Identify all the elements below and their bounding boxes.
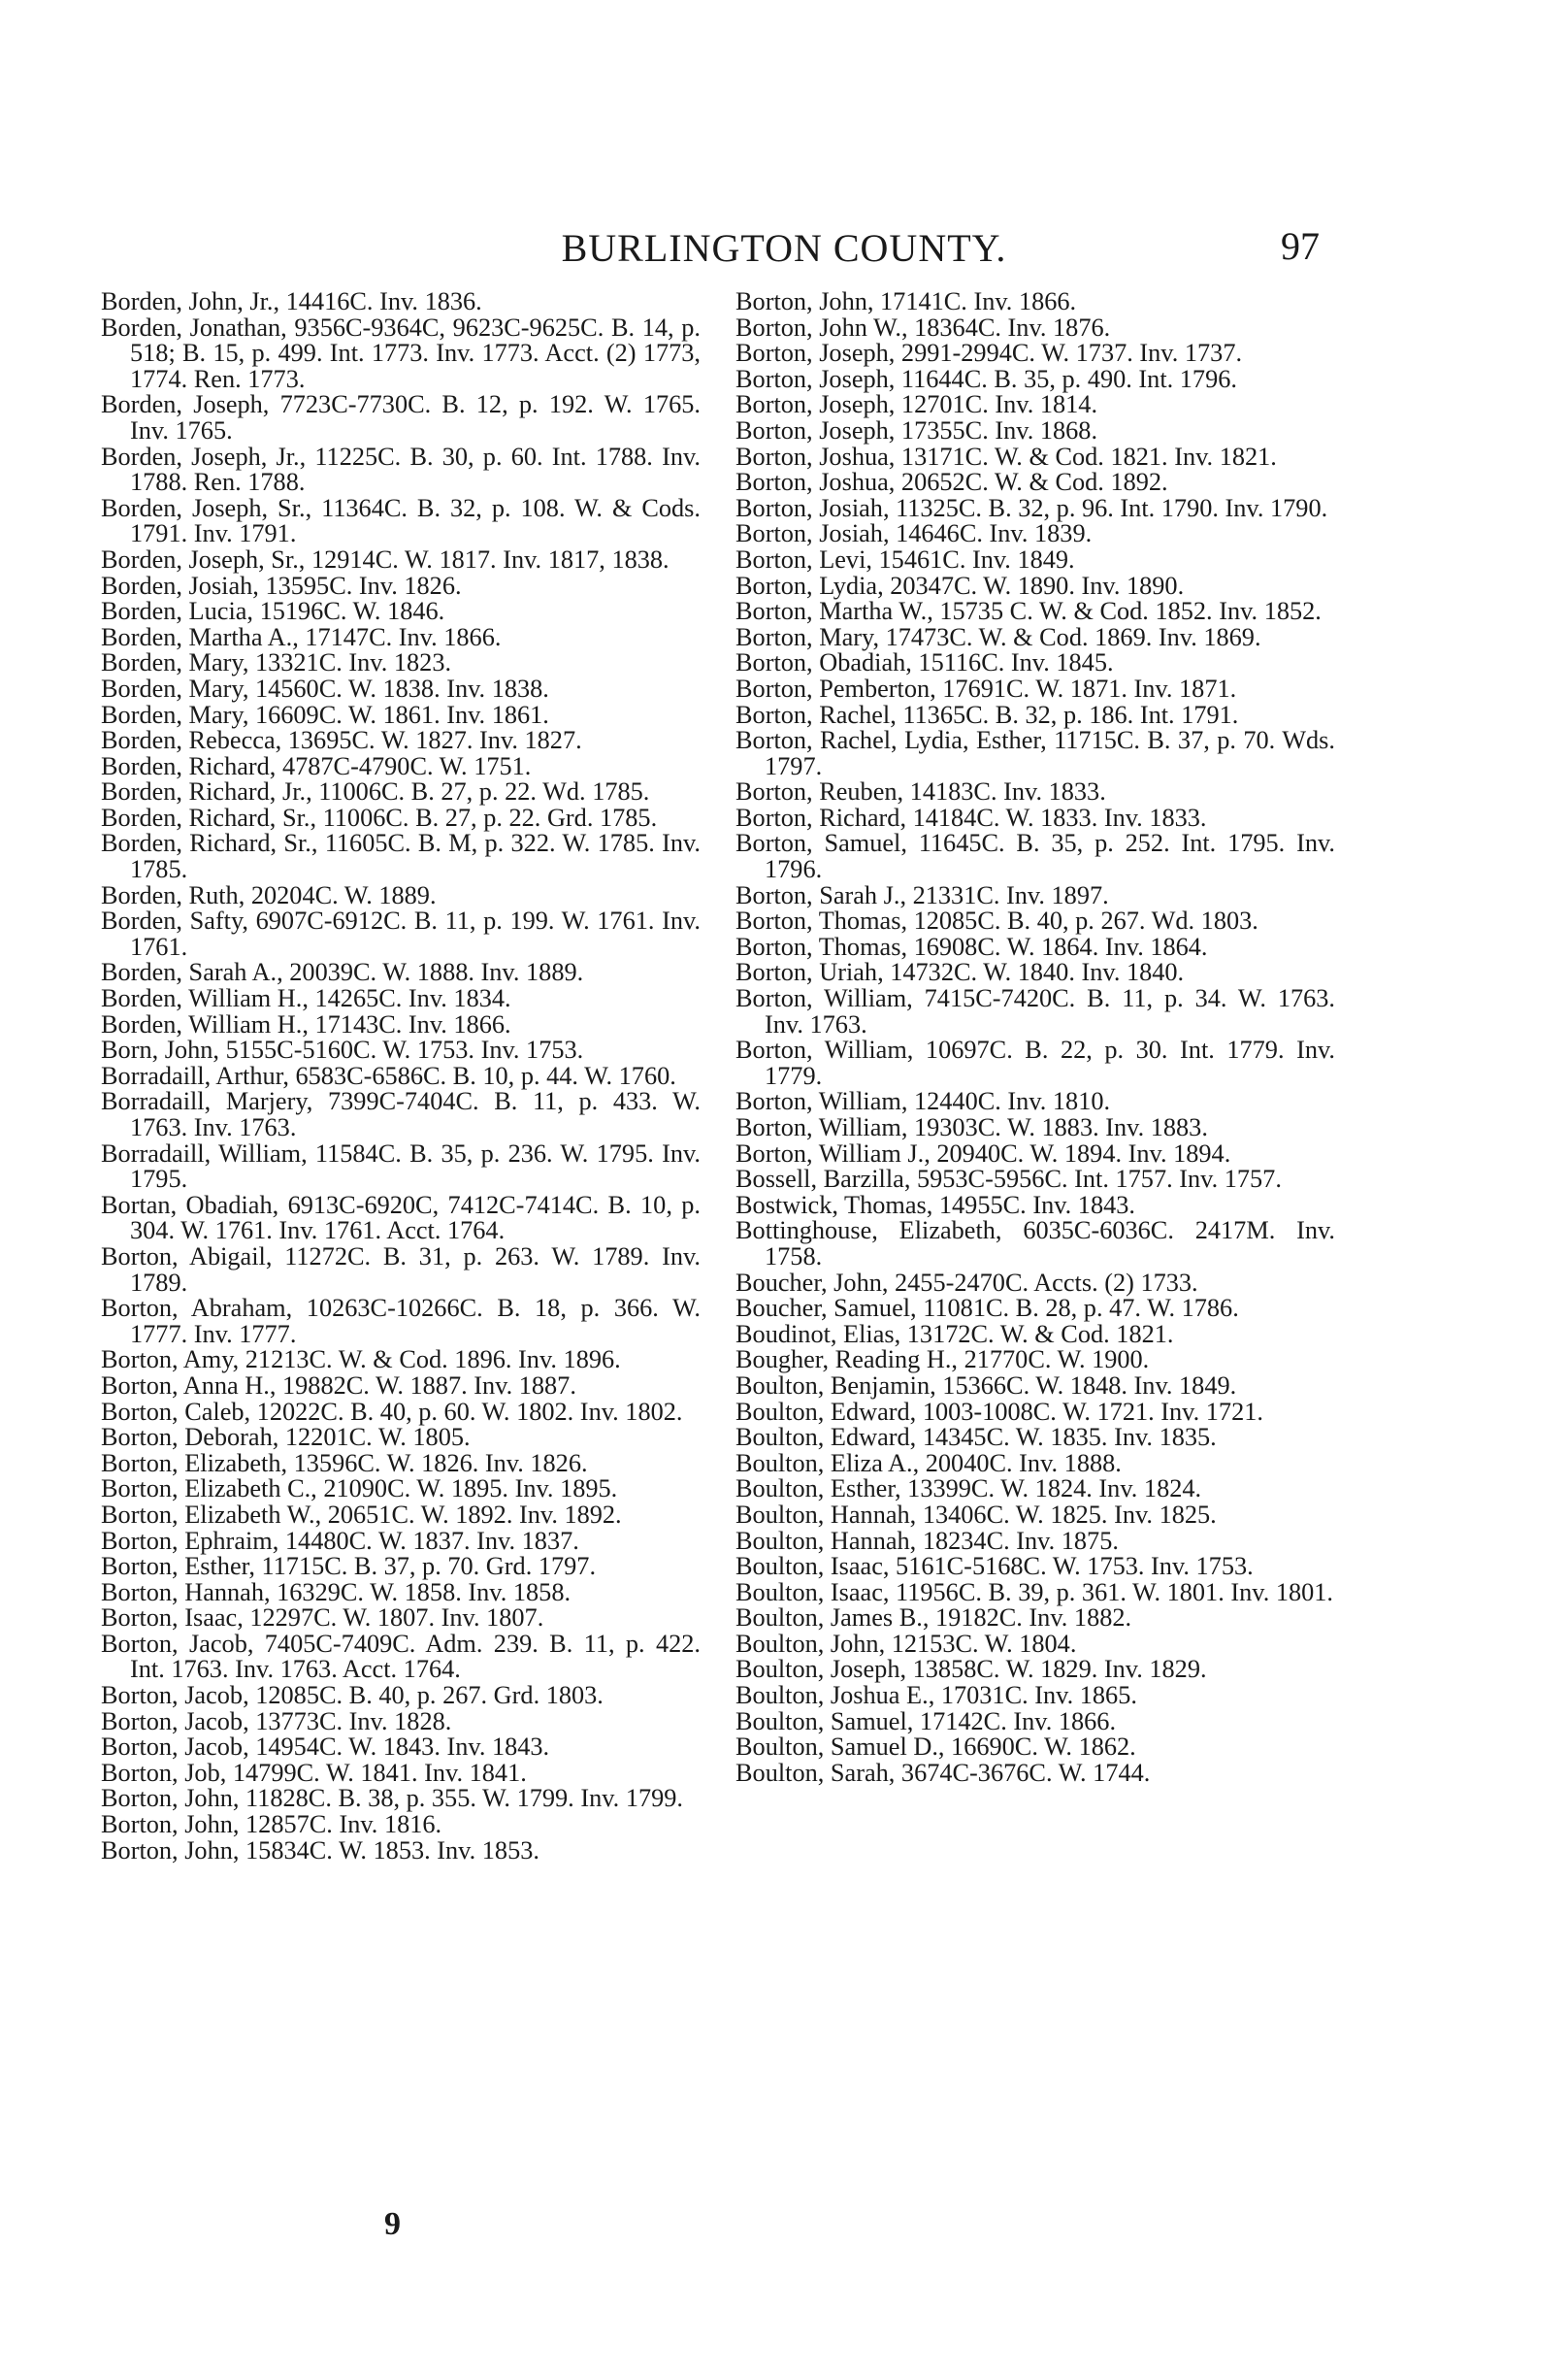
index-entry: Borton, Rachel, Lydia, Esther, 11715C. B. 37, p. 70. Wds. 1797. xyxy=(735,726,1335,780)
index-entry: Borton, William, 12440C. Inv. 1810. xyxy=(735,1087,1111,1116)
index-entry: Bossell, Barzilla, 5953C-5956C. Int. 1757. Inv. 1757. xyxy=(735,1165,1282,1194)
index-entry: Borton, John, 15834C. W. 1853. Inv. 1853. xyxy=(101,1835,539,1864)
index-entry: Borton, Jacob, 14954C. W. 1843. Inv. 1843. xyxy=(101,1732,550,1762)
index-entry: Borton, Richard, 14184C. W. 1833. Inv. 1833. xyxy=(735,803,1207,832)
index-entry: Boulton, Joseph, 13858C. W. 1829. Inv. 1829. xyxy=(735,1655,1207,1684)
index-entry: Boulton, Hannah, 13406C. W. 1825. Inv. 1825. xyxy=(735,1500,1217,1529)
index-entry: Borton, Josiah, 14646C. Inv. 1839. xyxy=(735,519,1093,548)
index-entry: Borradaill, Marjery, 7399C-7404C. B. 11, p. 433. W. 1763. Inv. 1763. xyxy=(101,1087,701,1141)
index-entry: Borton, Joseph, 12701C. Inv. 1814. xyxy=(735,390,1098,419)
index-entry: Boulton, John, 12153C. W. 1804. xyxy=(735,1629,1077,1658)
index-entry: Boulton, James B., 19182C. Inv. 1882. xyxy=(735,1603,1132,1633)
index-entry: Borden, Josiah, 13595C. Inv. 1826. xyxy=(101,571,462,600)
index-entry: Boulton, Samuel, 17142C. Inv. 1866. xyxy=(735,1706,1117,1735)
index-entry: Borton, Elizabeth C., 21090C. W. 1895. Inv. 1895. xyxy=(101,1474,618,1503)
index-entry: Borden, Richard, Sr., 11605C. B. M, p. 322. W. 1785. Inv. 1785. xyxy=(101,829,701,884)
index-entry: Borden, William H., 17143C. Inv. 1866. xyxy=(101,1009,511,1039)
index-entry: Borton, Rachel, 11365C. B. 32, p. 186. Int. 1791. xyxy=(735,700,1239,729)
index-entry: Borton, Joseph, 11644C. B. 35, p. 490. Int. 1796. xyxy=(735,364,1237,393)
index-entry: Borton, Joshua, 20652C. W. & Cod. 1892. xyxy=(735,468,1168,497)
index-entry: Borton, Ephraim, 14480C. W. 1837. Inv. 1837. xyxy=(101,1526,579,1555)
index-entry: Borden, Joseph, Sr., 12914C. W. 1817. Inv. 1817, 1838. xyxy=(101,544,670,574)
index-entry: Borton, Joshua, 13171C. W. & Cod. 1821. Inv. 1821. xyxy=(735,442,1277,471)
index-entry: Borton, Sarah J., 21331C. Inv. 1897. xyxy=(735,880,1109,909)
index-entry: Borden, Joseph, Jr., 11225C. B. 30, p. 60. Int. 1788. Inv. 1788. Ren. 1788. xyxy=(101,442,701,497)
left-column xyxy=(101,289,701,1864)
index-entry: Boulton, Edward, 1003-1008C. W. 1721. Inv. 1721. xyxy=(735,1397,1263,1426)
index-entry: Borden, Mary, 13321C. Inv. 1823. xyxy=(101,648,452,677)
index-entry: Borden, Lucia, 15196C. W. 1846. xyxy=(101,597,445,626)
index-entry: Borton, Lydia, 20347C. W. 1890. Inv. 1890. xyxy=(735,571,1185,600)
index-entry: Boulton, Benjamin, 15366C. W. 1848. Inv. 1849. xyxy=(735,1370,1237,1400)
index-entry: Borton, John, 12857C. Inv. 1816. xyxy=(101,1810,442,1839)
index-entry: Borton, John W., 18364C. Inv. 1876. xyxy=(735,313,1111,342)
index-entry: Borton, Joseph, 2991-2994C. W. 1737. Inv. 1737. xyxy=(735,339,1243,368)
index-entry: Borden, Joseph, Sr., 11364C. B. 32, p. 108. W. & Cods. 1791. Inv. 1791. xyxy=(101,493,701,548)
index-entry: Borton, William J., 20940C. W. 1894. Inv. 1894. xyxy=(735,1138,1231,1168)
index-entry: Borton, Joseph, 17355C. Inv. 1868. xyxy=(735,415,1098,445)
index-entry: Boulton, Edward, 14345C. W. 1835. Inv. 1835. xyxy=(735,1423,1217,1452)
index-entry: Boulton, Sarah, 3674C-3676C. W. 1744. xyxy=(735,1758,1151,1787)
index-entry: Borton, Mary, 17473C. W. & Cod. 1869. Inv. 1869. xyxy=(735,622,1261,651)
index-entry: Bostwick, Thomas, 14955C. Inv. 1843. xyxy=(735,1190,1135,1219)
index-entry: Bortan, Obadiah, 6913C-6920C, 7412C-7414C. B. 10, p. 304. W. 1761. Inv. 1761. Acct. 1764. xyxy=(101,1190,701,1245)
index-entry: Borton, Samuel, 11645C. B. 35, p. 252. Int. 1795. Inv. 1796. xyxy=(735,829,1335,884)
index-entry: Borton, Jacob, 13773C. Inv. 1828. xyxy=(101,1706,452,1735)
index-entry: Borton, Abigail, 11272C. B. 31, p. 263. W. 1789. Inv. 1789. xyxy=(101,1241,701,1297)
index-entry: Boucher, Samuel, 11081C. B. 28, p. 47. W. 1786. xyxy=(735,1294,1239,1323)
index-entry: Boulton, Esther, 13399C. W. 1824. Inv. 1824. xyxy=(735,1474,1202,1503)
index-entry: Borden, Rebecca, 13695C. W. 1827. Inv. 1827. xyxy=(101,726,582,755)
index-entry: Boulton, Samuel D., 16690C. W. 1862. xyxy=(735,1732,1136,1762)
index-entry: Borton, Obadiah, 15116C. Inv. 1845. xyxy=(735,648,1114,677)
index-entry: Borton, Reuben, 14183C. Inv. 1833. xyxy=(735,777,1106,807)
index-entry: Boulton, Hannah, 18234C. Inv. 1875. xyxy=(735,1526,1119,1555)
index-entry: Borden, Mary, 16609C. W. 1861. Inv. 1861. xyxy=(101,700,549,729)
index-entry: Borden, Jonathan, 9356C-9364C, 9623C-9625C. B. 14, p. 518; B. 15, p. 499. Int. 1773. Inv. 1773. Acct. (2) 1773, 1774. Ren. 1773. xyxy=(101,313,701,393)
index-entry: Borden, John, Jr., 14416C. Inv. 1836. xyxy=(101,287,482,315)
index-entry: Borden, Martha A., 17147C. Inv. 1866. xyxy=(101,622,502,651)
index-entry: Borden, Mary, 14560C. W. 1838. Inv. 1838. xyxy=(101,674,549,703)
index-entry: Bougher, Reading H., 21770C. W. 1900. xyxy=(735,1345,1150,1374)
signature-mark: 9 xyxy=(384,2206,401,2242)
index-entry: Borden, Ruth, 20204C. W. 1889. xyxy=(101,880,437,909)
right-column xyxy=(735,289,1335,1786)
index-entry: Borton, John, 17141C. Inv. 1866. xyxy=(735,287,1077,315)
index-entry: Borton, John, 11828C. B. 38, p. 355. W. 1799. Inv. 1799. xyxy=(101,1784,683,1813)
index-entry: Boulton, Joshua E., 17031C. Inv. 1865. xyxy=(735,1681,1137,1710)
index-entry: Born, John, 5155C-5160C. W. 1753. Inv. 1753. xyxy=(101,1036,584,1065)
index-entry: Borton, Thomas, 12085C. B. 40, p. 267. Wd. 1803. xyxy=(735,907,1258,936)
index-entry: Borton, Anna H., 19882C. W. 1887. Inv. 1887. xyxy=(101,1370,576,1400)
index-entry: Borden, Sarah A., 20039C. W. 1888. Inv. 1889. xyxy=(101,958,584,987)
index-entry: Borton, Martha W., 15735 C. W. & Cod. 1852. Inv. 1852. xyxy=(735,597,1322,626)
index-entry: Borton, Josiah, 11325C. B. 32, p. 96. Int. 1790. Inv. 1790. xyxy=(735,493,1328,522)
index-entry: Borton, Levi, 15461C. Inv. 1849. xyxy=(735,544,1075,574)
index-entry: Borton, Isaac, 12297C. W. 1807. Inv. 1807. xyxy=(101,1603,544,1633)
index-entry: Boudinot, Elias, 13172C. W. & Cod. 1821. xyxy=(735,1319,1174,1348)
index-entry: Borton, Elizabeth, 13596C. W. 1826. Inv. 1826. xyxy=(101,1448,588,1477)
index-entry: Boulton, Eliza A., 20040C. Inv. 1888. xyxy=(735,1448,1122,1477)
index-entry: Bottinghouse, Elizabeth, 6035C-6036C. 2417M. Inv. 1758. xyxy=(735,1216,1335,1270)
index-entry: Borradaill, Arthur, 6583C-6586C. B. 10, p. 44. W. 1760. xyxy=(101,1061,676,1090)
index-entry: Borton, William, 10697C. B. 22, p. 30. Int. 1779. Inv. 1779. xyxy=(735,1036,1335,1090)
index-entry: Borden, Richard, Sr., 11006C. B. 27, p. 22. Grd. 1785. xyxy=(101,803,658,832)
index-entry: Boucher, John, 2455-2470C. Accts. (2) 1733. xyxy=(735,1268,1198,1297)
index-entry: Borton, Esther, 11715C. B. 37, p. 70. Grd. 1797. xyxy=(101,1552,597,1581)
page-number: 97 xyxy=(1281,224,1320,268)
index-entry: Borradaill, William, 11584C. B. 35, p. 236. W. 1795. Inv. 1795. xyxy=(101,1138,701,1194)
index-entry: Borton, Elizabeth W., 20651C. W. 1892. Inv. 1892. xyxy=(101,1500,622,1529)
index-entry: Borden, Safty, 6907C-6912C. B. 11, p. 199. W. 1761. Inv. 1761. xyxy=(101,907,701,961)
index-entry: Borton, Amy, 21213C. W. & Cod. 1896. Inv. 1896. xyxy=(101,1345,621,1374)
index-entry: Borton, Deborah, 12201C. W. 1805. xyxy=(101,1423,471,1452)
index-entry: Borton, Hannah, 16329C. W. 1858. Inv. 1858. xyxy=(101,1577,572,1606)
index-entry: Borton, Abraham, 10263C-10266C. B. 18, p. 366. W. 1777. Inv. 1777. xyxy=(101,1294,701,1348)
index-entry: Borden, William H., 14265C. Inv. 1834. xyxy=(101,984,511,1013)
index-entry: Borton, Job, 14799C. W. 1841. Inv. 1841. xyxy=(101,1758,527,1787)
index-entry: Borton, Jacob, 12085C. B. 40, p. 267. Grd. 1803. xyxy=(101,1681,604,1710)
index-entry: Borton, William, 19303C. W. 1883. Inv. 1883. xyxy=(735,1113,1208,1141)
page-title: BURLINGTON COUNTY. xyxy=(561,226,1007,270)
index-entry: Borton, Pemberton, 17691C. W. 1871. Inv. 1871. xyxy=(735,674,1237,703)
index-entry: Borden, Joseph, 7723C-7730C. B. 12, p. 192. W. 1765. Inv. 1765. xyxy=(101,390,701,445)
index-entry: Borden, Richard, Jr., 11006C. B. 27, p. 22. Wd. 1785. xyxy=(101,777,650,807)
index-entry: Borden, Richard, 4787C-4790C. W. 1751. xyxy=(101,751,532,780)
index-entry: Boulton, Isaac, 5161C-5168C. W. 1753. Inv. 1753. xyxy=(735,1552,1254,1581)
index-entry: Borton, Caleb, 12022C. B. 40, p. 60. W. 1802. Inv. 1802. xyxy=(101,1397,683,1426)
index-entry: Borton, Uriah, 14732C. W. 1840. Inv. 1840. xyxy=(735,958,1185,987)
index-entry: Borton, Jacob, 7405C-7409C. Adm. 239. B. 11, p. 422. Int. 1763. Inv. 1763. Acct. 1764. xyxy=(101,1629,701,1684)
index-entry: Boulton, Isaac, 11956C. B. 39, p. 361. W. 1801. Inv. 1801. xyxy=(735,1577,1334,1606)
index-entry: Borton, William, 7415C-7420C. B. 11, p. 34. W. 1763. Inv. 1763. xyxy=(735,984,1335,1039)
index-entry: Borton, Thomas, 16908C. W. 1864. Inv. 1864. xyxy=(735,932,1208,961)
